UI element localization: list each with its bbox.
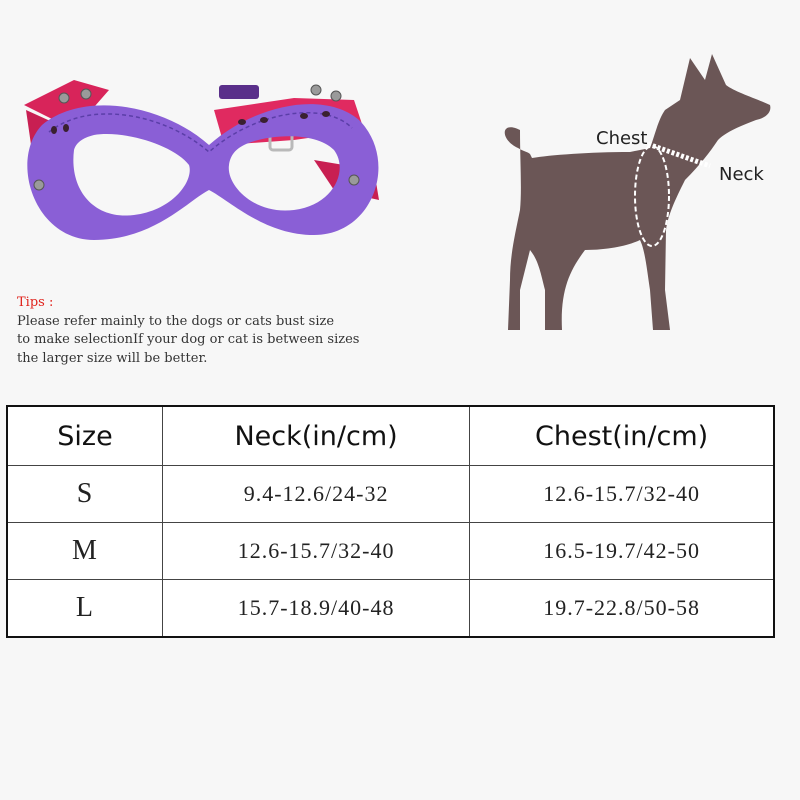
tips-line: to make selectionIf your dog or cat is between sizes xyxy=(17,332,360,347)
dog-silhouette xyxy=(505,54,771,330)
chest-cell: 16.5-19.7/42-50 xyxy=(470,523,774,580)
neck-cell: 15.7-18.9/40-48 xyxy=(162,580,469,638)
tips-line: Please refer mainly to the dogs or cats bust size xyxy=(17,313,335,329)
table-row xyxy=(7,580,774,638)
size-chart-table xyxy=(6,405,775,638)
tips-title: Tips : xyxy=(17,295,54,310)
neck-label: Neck xyxy=(719,164,764,185)
table-row xyxy=(7,466,774,523)
dog-measurement-diagram xyxy=(490,40,790,340)
tips-line: the larger size will be better. xyxy=(17,350,208,366)
neck-cell: 9.4-12.6/24-32 xyxy=(162,466,469,523)
table-header-row xyxy=(7,406,774,466)
chest-cell: 19.7-22.8/50-58 xyxy=(470,580,774,638)
size-cell: L xyxy=(7,580,162,638)
chest-label: Chest xyxy=(596,128,648,149)
size-cell: M xyxy=(7,523,162,580)
header-neck: Neck(in/cm) xyxy=(162,406,469,466)
tips-block xyxy=(17,294,437,368)
table-row xyxy=(7,523,774,580)
header-size: Size xyxy=(7,406,162,466)
harness-product-image xyxy=(14,50,394,280)
neck-cell: 12.6-15.7/32-40 xyxy=(162,523,469,580)
header-chest: Chest(in/cm) xyxy=(470,406,774,466)
size-cell: S xyxy=(7,466,162,523)
chest-cell: 12.6-15.7/32-40 xyxy=(470,466,774,523)
